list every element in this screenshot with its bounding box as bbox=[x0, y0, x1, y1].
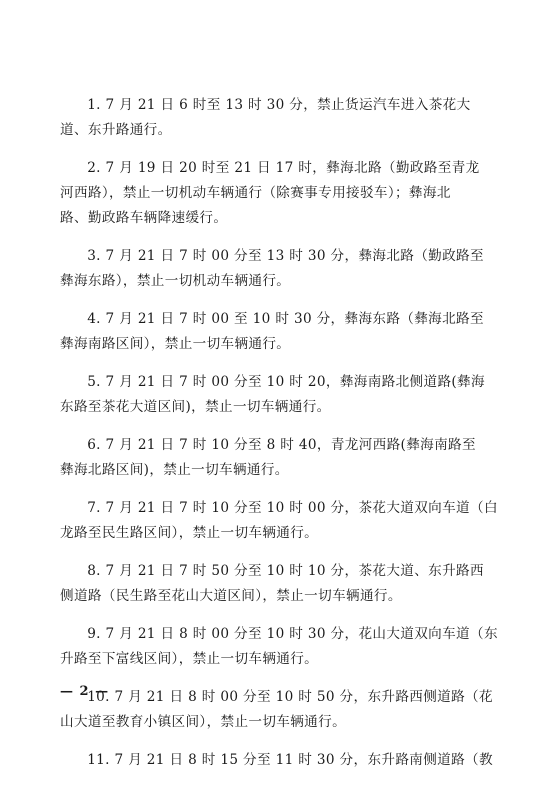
page-number: — 2 — bbox=[60, 684, 110, 699]
paragraph-7: 7. 7 月 21 日 7 时 10 分至 10 时 00 分，茶花大道双向车道（白 龙路至民生路区间），禁止一切车辆通行。 bbox=[60, 500, 498, 541]
paragraph-6: 6. 7 月 21 日 7 时 10 分至 8 时 40，青龙河西路(彝海南路至 彝海北路区间)，禁止一切车辆通行。 bbox=[60, 437, 476, 478]
paragraph-11: 11. 7 月 21 日 8 时 15 分至 11 时 30 分，东升路南侧道路（教 bbox=[87, 752, 493, 768]
paragraph-8: 8. 7 月 21 日 7 时 50 分至 10 时 10 分，茶花大道、东升路西 侧道路（民生路至花山大道区间），禁止一切车辆通行。 bbox=[60, 563, 484, 604]
paragraph-10: 10. 7 月 21 日 8 时 00 分至 10 时 50 分，东升路西侧道路（花 山大道至教育小镇区间），禁止一切车辆通行。 bbox=[60, 689, 493, 730]
paragraph-4: 4. 7 月 21 日 7 时 00 至 10 时 30 分，彝海东路（彝海北路至 彝海南路区间），禁止一切车辆通行。 bbox=[60, 311, 484, 352]
paragraph-5: 5. 7 月 21 日 7 时 00 分至 10 时 20，彝海南路北侧道路(彝海 东路至茶花大道区间)，禁止一切车辆通行。 bbox=[60, 374, 485, 415]
paragraph-3: 3. 7 月 21 日 7 时 00 分至 13 时 30 分，彝海北路（勤政路至 彝海东路），禁止一切机动车辆通行。 bbox=[60, 248, 484, 289]
paragraph-2: 2. 7 月 19 日 20 时至 21 日 17 时，彝海北路（勤政路至青龙 河西路），禁止一切机动车辆通行（除赛事专用接驳车）；彝海北 路、勤政路车辆降速缓行。 bbox=[60, 160, 480, 226]
paragraph-9: 9. 7 月 21 日 8 时 00 分至 10 时 30 分，花山大道双向车道（东 升路至下富线区间），禁止一切车辆通行。 bbox=[60, 626, 498, 667]
paragraph-1: 1. 7 月 21 日 6 时至 13 时 30 分，禁止货运汽车进入茶花大 道、东升路通行。 bbox=[60, 97, 471, 138]
document-body bbox=[60, 93, 505, 786]
